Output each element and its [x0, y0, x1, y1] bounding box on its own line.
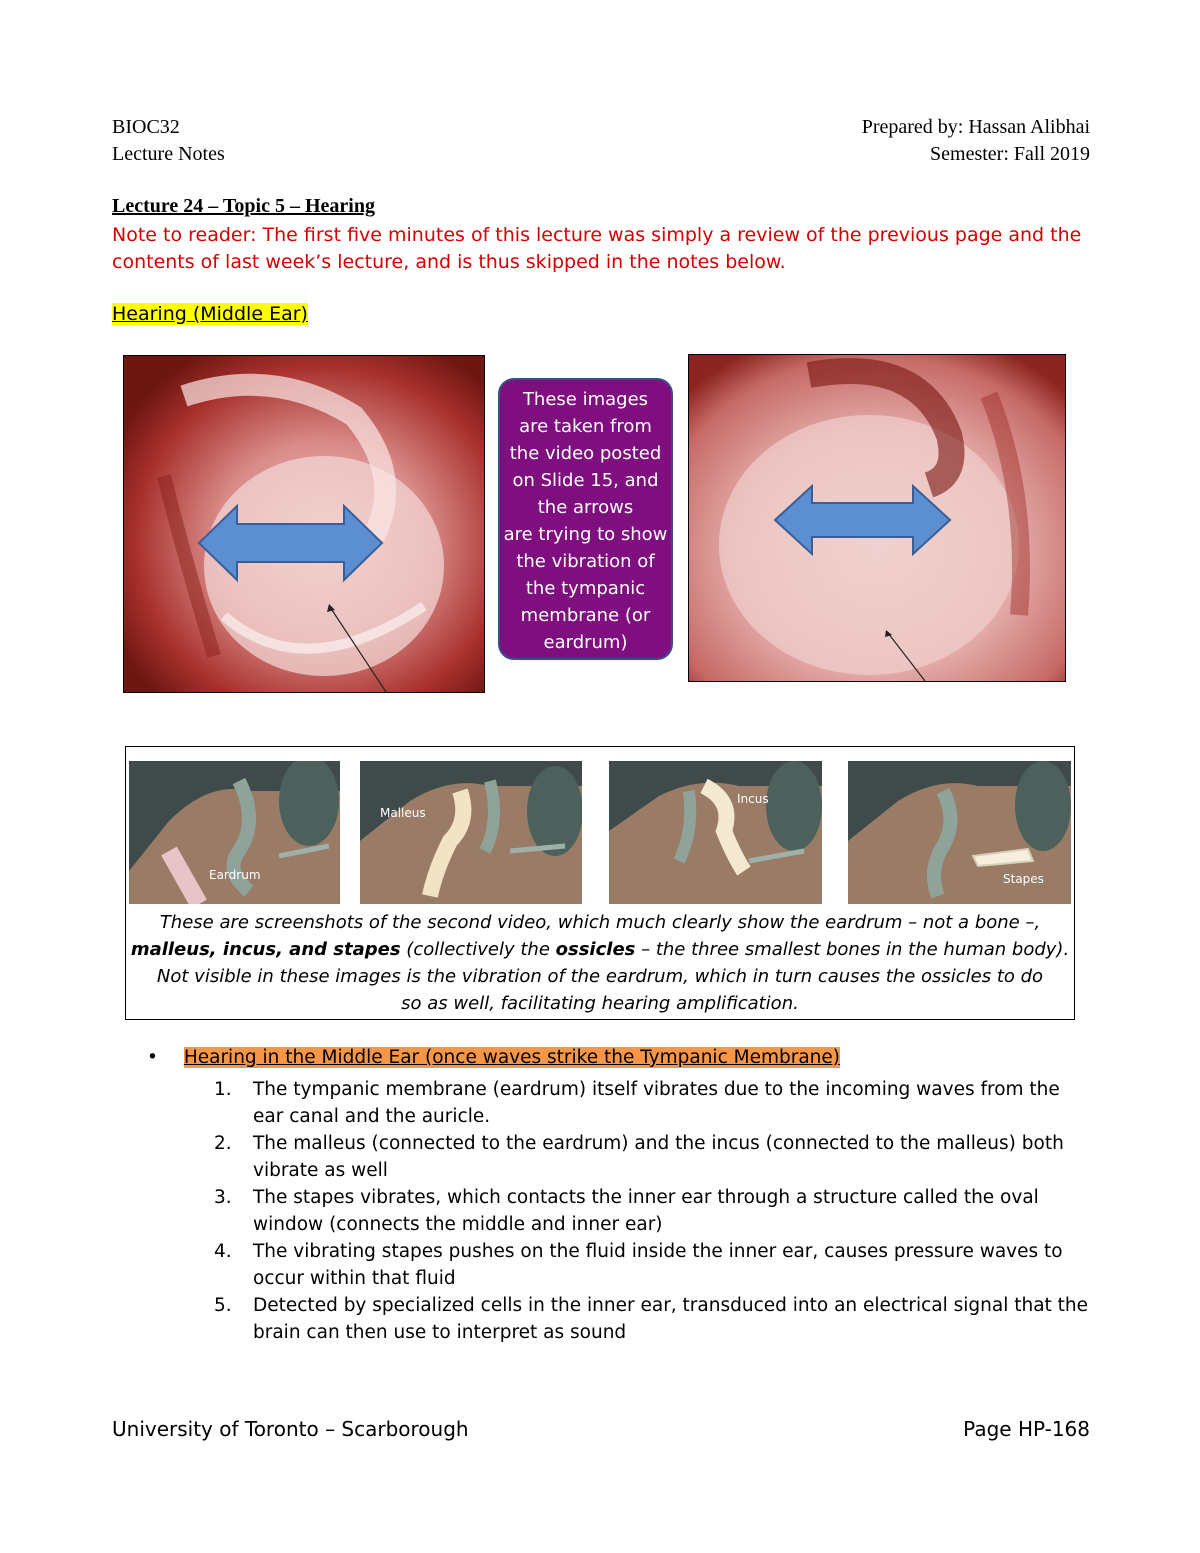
- eardrum-photo-right-graphic: [689, 355, 1065, 681]
- lecture-title: Lecture 24 – Topic 5 – Hearing: [112, 195, 375, 217]
- footer-institution: University of Toronto – Scarborough: [112, 1417, 469, 1441]
- ossicle-thumb-incus: [609, 761, 822, 904]
- label-incus: Incus: [737, 792, 769, 806]
- callout-line: on Slide 15, and: [512, 470, 659, 491]
- item-number: 1.: [214, 1079, 232, 1100]
- callout-line: membrane (or: [520, 605, 651, 626]
- caption-line-4: so as well, facilitating hearing amplification.: [401, 993, 799, 1014]
- list-item: [253, 1130, 1093, 1184]
- list-item-line: brain can then use to interpret as sound: [253, 1322, 627, 1343]
- caption-line-3: Not visible in these images is the vibration of the eardrum, which in turn causes the ossicles to do: [156, 966, 1044, 987]
- list-item: [253, 1292, 1093, 1346]
- image-source-callout: [498, 378, 673, 660]
- item-number: 5.: [214, 1295, 232, 1316]
- bullet-symbol: •: [147, 1047, 158, 1068]
- bullet-heading-text: Hearing in the Middle Ear (once waves strike the Tympanic Membrane): [183, 1047, 840, 1068]
- caption-bold2: ossicles: [555, 939, 636, 960]
- list-item-line: The vibrating stapes pushes on the fluid inside the inner ear, causes pressure waves to: [253, 1241, 1063, 1262]
- list-item-line: window (connects the middle and inner ear): [253, 1214, 663, 1235]
- footer-page-number: Page HP-168: [963, 1417, 1090, 1441]
- callout-line: are taken from: [519, 416, 652, 437]
- callout-line: the video posted: [509, 443, 662, 464]
- ossicle-thumb-eardrum: [129, 761, 340, 904]
- label-malleus: Malleus: [380, 806, 426, 820]
- list-item-line: Detected by specialized cells in the inner ear, transduced into an electrical signal that the: [253, 1295, 1089, 1316]
- item-number: 3.: [214, 1187, 232, 1208]
- list-item-line: ear canal and the auricle.: [253, 1106, 491, 1127]
- callout-line: the tympanic: [525, 578, 646, 599]
- callout-line: the arrows: [537, 497, 634, 518]
- eardrum-photo-left-graphic: [124, 356, 484, 692]
- ossicle-thumb-stapes: [848, 761, 1071, 904]
- caption-line-2: [126, 936, 1074, 963]
- caption-line-1: These are screenshots of the second video, which much clearly show the eardrum – not a bone –,: [159, 912, 1041, 933]
- section-heading-text: Hearing (Middle Ear): [112, 303, 308, 325]
- list-item-line: vibrate as well: [253, 1160, 388, 1181]
- list-item: [253, 1238, 1093, 1292]
- list-item: [253, 1076, 1093, 1130]
- incus-illustration: [609, 761, 822, 904]
- bullet-heading: [147, 1044, 840, 1071]
- doc-type: Lecture Notes: [112, 143, 225, 165]
- eardrum-illustration: [129, 761, 340, 904]
- eardrum-photo-left: [123, 355, 485, 693]
- list-item: [253, 1184, 1093, 1238]
- callout-line: eardrum): [543, 632, 628, 653]
- ossicles-figure: [125, 746, 1075, 1020]
- callout-line: the vibration of: [516, 551, 655, 572]
- prepared-by: Prepared by: Hassan Alibhai: [861, 116, 1090, 138]
- malleus-illustration: [360, 761, 582, 904]
- semester: Semester: Fall 2019: [930, 143, 1090, 165]
- ossicles-caption: [126, 909, 1074, 1017]
- ossicle-thumb-malleus: [360, 761, 582, 904]
- list-item-line: The malleus (connected to the eardrum) and the incus (connected to the malleus) both: [253, 1133, 1064, 1154]
- list-item-line: occur within that fluid: [253, 1268, 456, 1289]
- label-eardrum: Eardrum: [209, 868, 261, 882]
- list-item-line: The tympanic membrane (eardrum) itself vibrates due to the incoming waves from the: [253, 1079, 1060, 1100]
- label-stapes: Stapes: [1003, 872, 1044, 886]
- course-code: BIOC32: [112, 116, 180, 138]
- caption-part3: – the three smallest bones in the human body).: [635, 939, 1070, 960]
- caption-bold: malleus, incus, and stapes: [130, 939, 401, 960]
- list-item-line: The stapes vibrates, which contacts the inner ear through a structure called the oval: [253, 1187, 1039, 1208]
- stapes-illustration: [848, 761, 1071, 904]
- section-heading: [112, 303, 308, 325]
- callout-line: are trying to show: [503, 524, 668, 545]
- item-number: 2.: [214, 1133, 232, 1154]
- note-to-reader: Note to reader: The first five minutes of this lecture was simply a review of the previous page and the contents of last week’s lecture, and is thus skipped in the notes below.: [112, 224, 1082, 273]
- callout-line: These images: [522, 389, 649, 410]
- eardrum-photo-right: [688, 354, 1066, 682]
- caption-part2: (collectively the: [400, 939, 556, 960]
- item-number: 4.: [214, 1241, 232, 1262]
